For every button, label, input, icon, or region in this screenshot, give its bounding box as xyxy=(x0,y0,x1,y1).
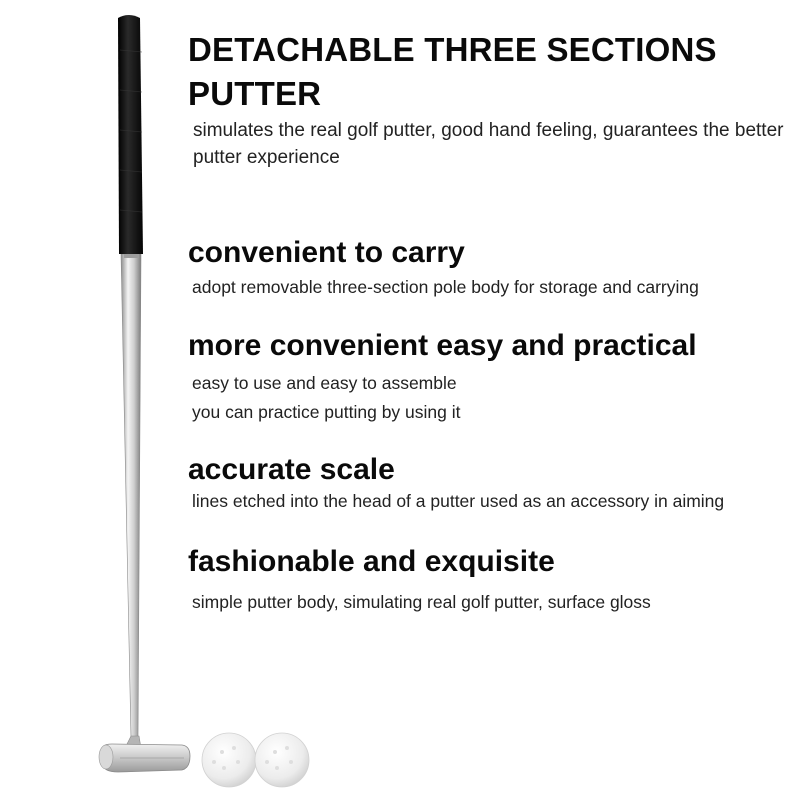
feature-text: easy to use and easy to assemble xyxy=(192,373,457,393)
feature-heading: accurate scale xyxy=(188,453,395,486)
feature-text: adopt removable three-section pole body for storage and carrying xyxy=(192,277,699,297)
feature-text: you can practice putting by using it xyxy=(192,402,461,422)
feature-text: lines etched into the head of a putter used as an accessory in aiming xyxy=(192,491,725,511)
putter-head-icon xyxy=(99,736,190,772)
feature-heading: more convenient easy and practical xyxy=(188,329,697,362)
putter-grip-icon xyxy=(118,15,143,254)
feature-heading: fashionable and exquisite xyxy=(188,545,555,578)
putter-shaft-icon xyxy=(121,254,141,738)
page-subtitle: simulates the real golf putter, good hand feeling, guarantees the better putter experience xyxy=(193,120,784,168)
feature-text: simple putter body, simulating real golf putter, surface gloss xyxy=(192,592,651,612)
page-title: DETACHABLE THREE SECTIONS PUTTER xyxy=(188,31,717,112)
feature-heading: convenient to carry xyxy=(188,236,465,269)
golf-ball-icon xyxy=(255,733,309,787)
golf-ball-icon xyxy=(202,733,256,787)
